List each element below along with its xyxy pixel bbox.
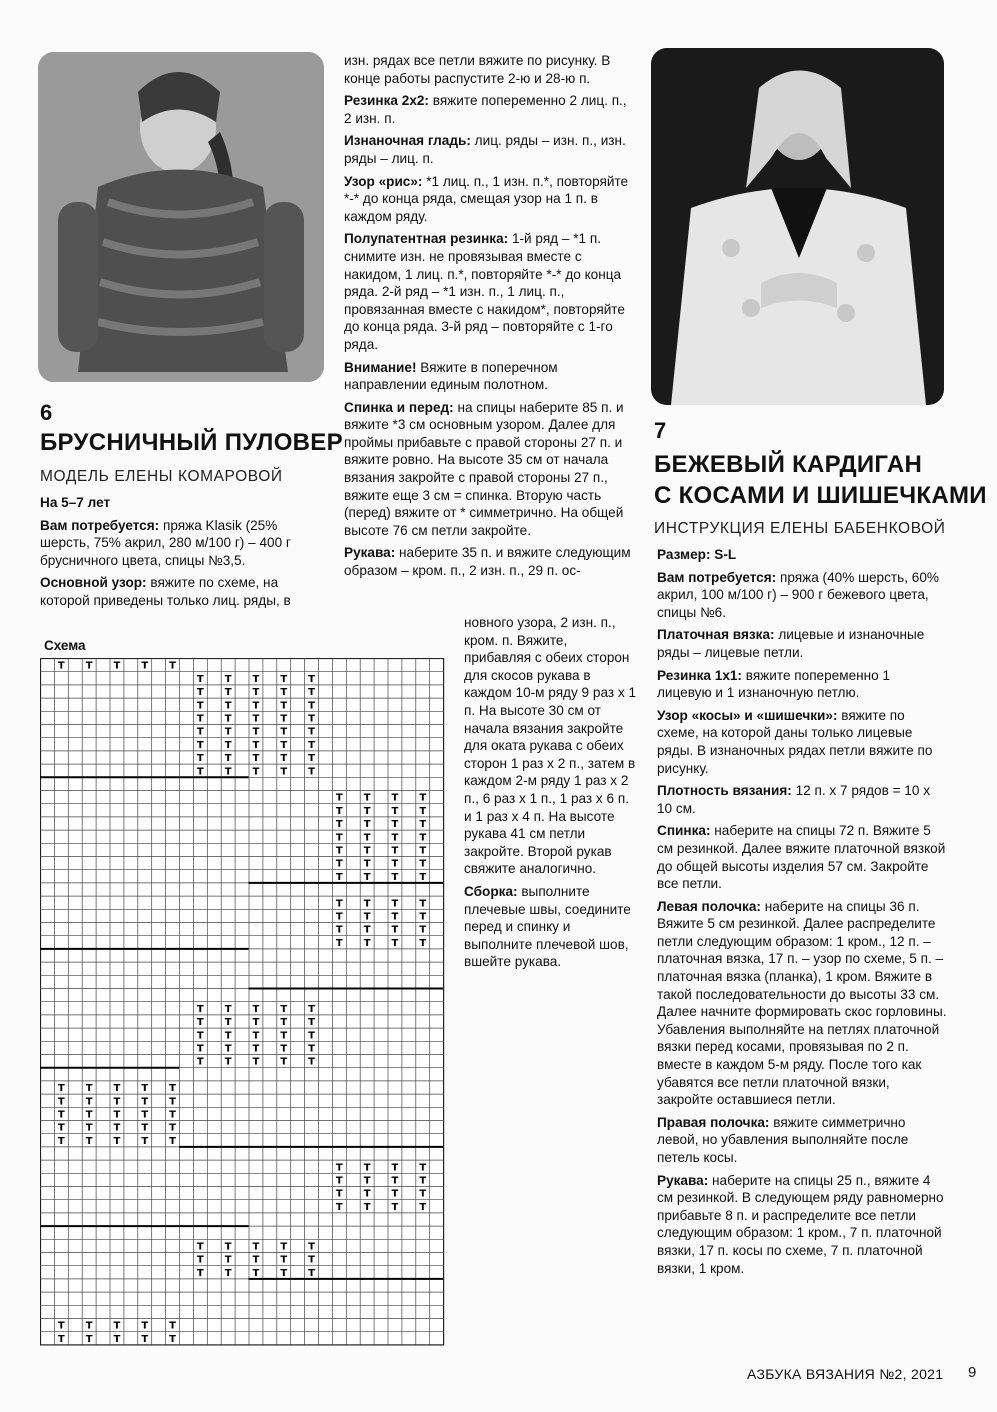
chart-symbol: Т xyxy=(141,1135,149,1147)
rib-label: Резинка 2х2: xyxy=(344,93,429,109)
footer-magazine: АЗБУКА ВЯЗАНИЯ №2, 2021 xyxy=(747,1366,944,1382)
chart-symbol: Т xyxy=(85,1333,93,1345)
chart-symbol: Т xyxy=(419,1162,427,1174)
chart-symbol: Т xyxy=(280,1043,288,1055)
chart-symbol: Т xyxy=(335,898,343,910)
chart-symbol: Т xyxy=(113,1122,121,1134)
chart-symbol: Т xyxy=(363,858,371,870)
main-pattern-text: вяжите по схеме, на которой приведены только лиц. ряды, в xyxy=(40,575,291,608)
chart-symbol: Т xyxy=(419,832,427,844)
chart-symbol: Т xyxy=(308,1003,315,1015)
chart-symbol: Т xyxy=(169,1333,176,1345)
attention-label: Внимание! xyxy=(344,359,417,375)
chart-symbol: Т xyxy=(335,924,343,936)
chart-symbol: Т xyxy=(391,805,399,817)
chart-symbol: Т xyxy=(419,1175,427,1187)
chart-symbol: Т xyxy=(335,845,343,857)
chart-symbol: Т xyxy=(196,1241,204,1253)
right-front-label: Правая полочка: xyxy=(657,1114,770,1130)
assembly-label: Сборка: xyxy=(464,883,518,899)
chart-symbol: Т xyxy=(419,845,427,857)
chart-symbol: Т xyxy=(224,1056,232,1068)
c-back-text: наберите на спицы 72 п. Вяжите 5 см резинкой. Далее вяжите платочной вязкой до общей высоты изделия 57 см. Закройте все петли. xyxy=(657,823,946,892)
chart-symbol: Т xyxy=(335,911,343,923)
chart-symbol: Т xyxy=(308,1056,315,1068)
chart-symbol: Т xyxy=(391,924,399,936)
chart-symbol: Т xyxy=(363,819,371,831)
chart-symbol: Т xyxy=(280,1017,288,1029)
chart-symbol: Т xyxy=(280,753,288,765)
chart-symbol: Т xyxy=(391,871,399,883)
chart-symbol: Т xyxy=(85,1083,93,1095)
sleeves-text-b: новного узора, 2 изн. п., кром. п. Вяжите, прибавляя с обеих сторон для скосов рукава в каждом 10-м ряду 9 раз х 1 п. На высоте 30 см от начала вязания закройте для оката рукава с обеих сторон 1 раз х 2 п., затем в каждом 2-м ряду 1 раз х 2 п., 6 раз х 1 п., 1 раз х 6 п. и 1 раз х 4 п. На высоте рукава 41 см петли закройте. Второй рукав свяжите аналогично. xyxy=(464,615,637,877)
chart-symbol: Т xyxy=(85,660,93,672)
chart-symbol: Т xyxy=(57,1320,65,1332)
chart-symbol: Т xyxy=(57,1109,65,1121)
chart-symbol: Т xyxy=(169,1320,176,1332)
chart-symbol: Т xyxy=(308,673,315,685)
chart-symbol: Т xyxy=(196,1030,204,1042)
chart-symbol: Т xyxy=(196,753,204,765)
chart-symbol: Т xyxy=(308,1241,315,1253)
chart-symbol: Т xyxy=(391,1188,399,1200)
chart-symbol: Т xyxy=(363,805,371,817)
chart-symbol: Т xyxy=(196,713,204,725)
c-materials-label: Вам потребуется: xyxy=(657,569,777,585)
chart-symbol: Т xyxy=(196,726,204,738)
chart-symbol: Т xyxy=(419,858,427,870)
chart-symbol: Т xyxy=(196,766,204,778)
article-number-6: 6 xyxy=(40,400,53,425)
chart-symbol: Т xyxy=(280,1056,288,1068)
chart-symbol: Т xyxy=(363,937,371,949)
article-author-cardigan: ИНСТРУКЦИЯ ЕЛЕНЫ БАБЕНКОВОЙ xyxy=(654,520,946,537)
chart-symbol: Т xyxy=(85,1109,93,1121)
chart-symbol: Т xyxy=(224,753,232,765)
back-front-label: Спинка и перед: xyxy=(344,399,454,415)
chart-symbol: Т xyxy=(113,1096,121,1108)
chart-symbol: Т xyxy=(196,687,204,699)
chart-symbol: Т xyxy=(419,1188,427,1200)
chart-symbol: Т xyxy=(252,1241,260,1253)
chart-symbol: Т xyxy=(224,1241,232,1253)
chart-symbol: Т xyxy=(252,1043,260,1055)
garter-label: Платочная вязка: xyxy=(657,627,775,643)
chart-symbol: Т xyxy=(280,739,288,751)
chart-symbol: Т xyxy=(280,673,288,685)
chart-symbol: Т xyxy=(141,1333,149,1345)
chart-symbol: Т xyxy=(224,1267,232,1279)
rice-text: *1 лиц. п., 1 изн. п.*, повторяйте *-* до конца ряда, смещая узор на 1 п. в каждом ряду. xyxy=(344,173,629,224)
chart-symbol: Т xyxy=(280,1254,288,1266)
chart-symbol: Т xyxy=(391,792,399,804)
photo-pullover xyxy=(38,52,324,382)
chart-symbol: Т xyxy=(363,1175,371,1187)
chart-symbol: Т xyxy=(335,819,343,831)
gauge-text: 12 п. х 7 рядов = 10 х 10 см. xyxy=(657,783,930,816)
chart-symbol: Т xyxy=(113,1083,121,1095)
chart-symbol: Т xyxy=(280,1003,288,1015)
chart-symbol: Т xyxy=(196,1254,204,1266)
assembly-text: выполните плечевые швы, соедините перед и спинку и выполните плечевой шов, вшейте рукава. xyxy=(464,883,631,970)
chart-symbol: Т xyxy=(363,845,371,857)
chart-symbol: Т xyxy=(85,1122,93,1134)
c-pattern-text: вяжите по схеме, на которой даны только лицевые ряды. В изнаночных рядах петли вяжите по рисунку. xyxy=(657,707,933,776)
c-rib-text: вяжите попеременно 1 лицевую и 1 изнаночную петлю. xyxy=(657,667,891,701)
chart-symbol: Т xyxy=(224,1254,232,1266)
chart-symbol: Т xyxy=(113,1333,121,1345)
chart-symbol: Т xyxy=(391,845,399,857)
chart-symbol: Т xyxy=(252,687,260,699)
chart-symbol: Т xyxy=(308,700,315,712)
chart-symbol: Т xyxy=(419,871,427,883)
chart-symbol: Т xyxy=(308,687,315,699)
chart-symbol: Т xyxy=(335,1162,343,1174)
chart-symbol: Т xyxy=(419,937,427,949)
chart-symbol: Т xyxy=(363,898,371,910)
chart-symbol: Т xyxy=(252,713,260,725)
chart-symbol: Т xyxy=(391,898,399,910)
main-pattern-label: Основной узор: xyxy=(40,575,147,591)
chart-symbol: Т xyxy=(252,766,260,778)
chart-symbol: Т xyxy=(141,1109,149,1121)
garter-text: лицевые и изнаночные ряды – лицевые петли. xyxy=(657,627,925,660)
chart-symbol: Т xyxy=(252,753,260,765)
chart-symbol: Т xyxy=(419,924,427,936)
chart-symbol: Т xyxy=(252,700,260,712)
chart-symbol: Т xyxy=(363,1162,371,1174)
chart-symbol: Т xyxy=(196,1017,204,1029)
c-back-label: Спинка: xyxy=(657,823,711,839)
chart-symbol: Т xyxy=(113,1320,121,1332)
chart-symbol: Т xyxy=(196,1056,204,1068)
size-label: Размер: S-L xyxy=(657,547,737,562)
chart-symbol: Т xyxy=(252,1003,260,1015)
chart-symbol: Т xyxy=(308,1030,315,1042)
chart-symbol: Т xyxy=(335,792,343,804)
half-rib-label: Полупатентная резинка: xyxy=(344,231,509,247)
chart-symbol: Т xyxy=(141,1320,149,1332)
chart-symbol: Т xyxy=(57,660,65,672)
chart-symbol: Т xyxy=(391,858,399,870)
chart-symbol: Т xyxy=(308,1017,315,1029)
age-label: На 5–7 лет xyxy=(40,495,111,510)
pullover-text-col2-narrow xyxy=(464,614,638,976)
chart-symbol: Т xyxy=(224,713,232,725)
chart-symbol: Т xyxy=(196,739,204,751)
schema-label: Схема xyxy=(44,638,86,653)
chart-symbol: Т xyxy=(363,1188,371,1200)
chart-symbol: Т xyxy=(308,1267,315,1279)
chart-symbol: Т xyxy=(335,858,343,870)
chart-symbol: Т xyxy=(308,1043,315,1055)
chart-symbol: Т xyxy=(141,1083,149,1095)
chart-symbol: Т xyxy=(57,1083,65,1095)
c-sleeves-label: Рукава: xyxy=(657,1172,709,1188)
reverse-label: Изнаночная гладь: xyxy=(344,133,471,149)
chart-symbol: Т xyxy=(224,726,232,738)
chart-symbol: Т xyxy=(141,660,149,672)
chart-symbol: Т xyxy=(363,924,371,936)
left-front-label: Левая полочка: xyxy=(657,898,761,914)
chart-symbol: Т xyxy=(196,700,204,712)
chart-symbol: Т xyxy=(169,1122,176,1134)
chart-symbol: Т xyxy=(308,1254,315,1266)
chart-symbol: Т xyxy=(224,1043,232,1055)
article-title-cardigan-line1: БЕЖЕВЫЙ КАРДИГАН xyxy=(654,451,923,478)
c-pattern-label: Узор «косы» и «шишечки»: xyxy=(657,707,838,723)
chart-symbol: Т xyxy=(85,1096,93,1108)
chart-symbol: Т xyxy=(335,871,343,883)
chart-symbol: Т xyxy=(280,1267,288,1279)
chart-symbol: Т xyxy=(308,726,315,738)
chart-symbol: Т xyxy=(308,753,315,765)
right-front-text: вяжите симметрично левой, но убавления выполняйте после петель косы. xyxy=(657,1114,909,1165)
article-author-pullover: МОДЕЛЬ ЕЛЕНЫ КОМАРОВОЙ xyxy=(40,468,283,485)
c-rib-label: Резинка 1х1: xyxy=(657,667,742,683)
chart-symbol: Т xyxy=(308,713,315,725)
chart-symbol: Т xyxy=(335,832,343,844)
chart-symbol: Т xyxy=(363,1201,371,1213)
c-sleeves-text: наберите на спицы 25 п., вяжите 4 см резинкой. В следующем ряду равномерно прибавьте 8 п. и распределите все петли следующим образом: 1 кром., 7 п. платочной вязки, 17 п. косы по схеме, 7 п. платочной вязки, 1 кром. xyxy=(657,1172,944,1276)
chart-symbol: Т xyxy=(141,1096,149,1108)
chart-symbol: Т xyxy=(224,687,232,699)
chart-symbol: Т xyxy=(363,911,371,923)
chart-symbol: Т xyxy=(280,1030,288,1042)
cardigan-text xyxy=(657,546,947,1282)
pullover-text-col1 xyxy=(40,494,330,615)
chart-symbol: Т xyxy=(196,673,204,685)
chart-symbol: Т xyxy=(252,726,260,738)
chart-symbol: Т xyxy=(419,819,427,831)
chart-symbol: Т xyxy=(391,1162,399,1174)
chart-symbol: Т xyxy=(280,1241,288,1253)
col2-intro: изн. рядах все петли вяжите по рисунку. В конце работы распустите 2-ю и 28-ю п. xyxy=(344,53,611,86)
article-title-cardigan-line2: С КОСАМИ И ШИШЕЧКАМИ xyxy=(654,482,987,509)
chart-symbol: Т xyxy=(308,766,315,778)
chart-symbol: Т xyxy=(252,1056,260,1068)
materials-text: пряжа Klasik (25% шерсть, 75% акрил, 280 м/100 г) – 400 г брусничного цвета, спицы №3,5. xyxy=(40,517,291,568)
chart-symbol: Т xyxy=(280,726,288,738)
chart-symbol: Т xyxy=(113,1135,121,1147)
sleeves-label: Рукава: xyxy=(344,545,396,561)
chart-symbol: Т xyxy=(280,687,288,699)
chart-symbol: Т xyxy=(335,1175,343,1187)
chart-symbol: Т xyxy=(196,1043,204,1055)
chart-symbol: Т xyxy=(308,739,315,751)
chart-symbol: Т xyxy=(224,700,232,712)
attention-text: Вяжите в поперечном направлении единым полотном. xyxy=(344,359,558,393)
photo-cardigan xyxy=(651,48,944,405)
chart-symbol: Т xyxy=(363,792,371,804)
chart-symbol: Т xyxy=(391,1201,399,1213)
chart-symbol: Т xyxy=(169,1083,176,1095)
chart-symbol: Т xyxy=(252,1267,260,1279)
chart-symbol: Т xyxy=(391,832,399,844)
chart-symbol: Т xyxy=(224,1030,232,1042)
chart-symbol: Т xyxy=(280,713,288,725)
chart-symbol: Т xyxy=(169,1096,176,1108)
chart-symbol: Т xyxy=(57,1096,65,1108)
chart-symbol: Т xyxy=(280,766,288,778)
chart-symbol: Т xyxy=(419,805,427,817)
chart-symbol: Т xyxy=(419,911,427,923)
chart-symbol: Т xyxy=(280,700,288,712)
chart-symbol: Т xyxy=(419,898,427,910)
chart-symbol: Т xyxy=(57,1333,65,1345)
left-front-text: наберите на спицы 36 п. Вяжите 5 см резинкой. Далее распределите петли следующим образом: 1 кром., 12 п. – платочная вязка, 17 п. – узор по схеме, 5 п. – платочная вязка (планка), 1 кром. Вяжите в такой последовательности до высоты 33 см. Далее начните формировать скос горловины. Убавления выполняйте на петлях платочной вязки перед косами, провязывая по 2 п. вместе в каждом 5-м ряду. После того как убавятся все петли платочной вязки, закройте оставшиеся петли. xyxy=(657,898,947,1108)
back-front-text: на спицы наберите 85 п. и вяжите *3 см основным узором. Далее для проймы прибавьте с правой стороны 27 п. и вяжите ровно. На высоте 35 см от начала вязания закройте с правой стороны 27 п., вяжите еще 3 см = спинка. Вторую часть (перед) вяжите от * симметрично. На общей высоте 76 см петли закройте. xyxy=(344,399,624,538)
chart-symbol: Т xyxy=(224,673,232,685)
chart-symbol: Т xyxy=(335,805,343,817)
gauge-label: Плотность вязания: xyxy=(657,783,792,799)
chart-symbol: Т xyxy=(363,871,371,883)
c-materials-text: пряжа (40% шерсть, 60% акрил, 100 м/100 г) – 900 г бежевого цвета, спицы №6. xyxy=(657,569,939,620)
chart-symbol: Т xyxy=(224,1003,232,1015)
footer-page-number: 9 xyxy=(968,1364,977,1381)
chart-symbol: Т xyxy=(196,1267,204,1279)
chart-symbol: Т xyxy=(391,937,399,949)
chart-symbol: Т xyxy=(335,1188,343,1200)
chart-symbol: Т xyxy=(391,911,399,923)
chart-symbol: Т xyxy=(363,832,371,844)
chart-symbol: Т xyxy=(57,1135,65,1147)
rice-label: Узор «рис»: xyxy=(344,173,423,189)
chart-symbol: Т xyxy=(391,819,399,831)
article-number-7: 7 xyxy=(654,418,667,443)
chart-symbol: Т xyxy=(391,1175,399,1187)
knitting-chart xyxy=(40,658,445,1346)
chart-symbol: Т xyxy=(169,660,176,672)
chart-symbol: Т xyxy=(57,1122,65,1134)
chart-symbol: Т xyxy=(252,1030,260,1042)
half-rib-text: 1-й ряд – *1 п. снимите изн. не провязывая вместе с накидом, 1 лиц. п.*, повторяйте *-* до конца ряда. 2-й ряд – *1 изн. п., 1 лиц. п., провязанная вместе с накидом*, повторяйте до конца ряда. 3-й ряд – повторяйте с 1-го ряда. xyxy=(344,231,625,352)
reverse-text: лиц. ряды – изн. п., изн. ряды – лиц. п. xyxy=(344,133,626,166)
chart-symbol: Т xyxy=(252,1017,260,1029)
pullover-text-col2 xyxy=(344,52,634,585)
chart-symbol: Т xyxy=(224,739,232,751)
chart-symbol: Т xyxy=(169,1109,176,1121)
chart-symbol: Т xyxy=(113,1109,121,1121)
chart-symbol: Т xyxy=(224,1017,232,1029)
chart-symbol: Т xyxy=(113,660,121,672)
chart-symbol: Т xyxy=(224,766,232,778)
chart-symbol: Т xyxy=(335,1201,343,1213)
chart-symbol: Т xyxy=(141,1122,149,1134)
chart-symbol: Т xyxy=(85,1320,93,1332)
chart-symbol: Т xyxy=(419,1201,427,1213)
chart-symbol: Т xyxy=(419,792,427,804)
chart-symbol: Т xyxy=(196,1003,204,1015)
article-title-pullover: БРУСНИЧНЫЙ ПУЛОВЕР xyxy=(40,429,343,456)
chart-symbol: Т xyxy=(335,937,343,949)
chart-symbol: Т xyxy=(85,1135,93,1147)
sleeves-text-a: наберите 35 п. и вяжите следующим образом – кром. п., 2 изн. п., 29 п. ос- xyxy=(344,545,631,579)
chart-symbol: Т xyxy=(252,673,260,685)
materials-label: Вам потребуется: xyxy=(40,517,160,533)
rib-text: вяжите попеременно 2 лиц. п., 2 изн. п. xyxy=(344,93,627,126)
chart-symbol: Т xyxy=(169,1135,176,1147)
chart-symbol: Т xyxy=(252,1254,260,1266)
chart-symbol: Т xyxy=(252,739,260,751)
